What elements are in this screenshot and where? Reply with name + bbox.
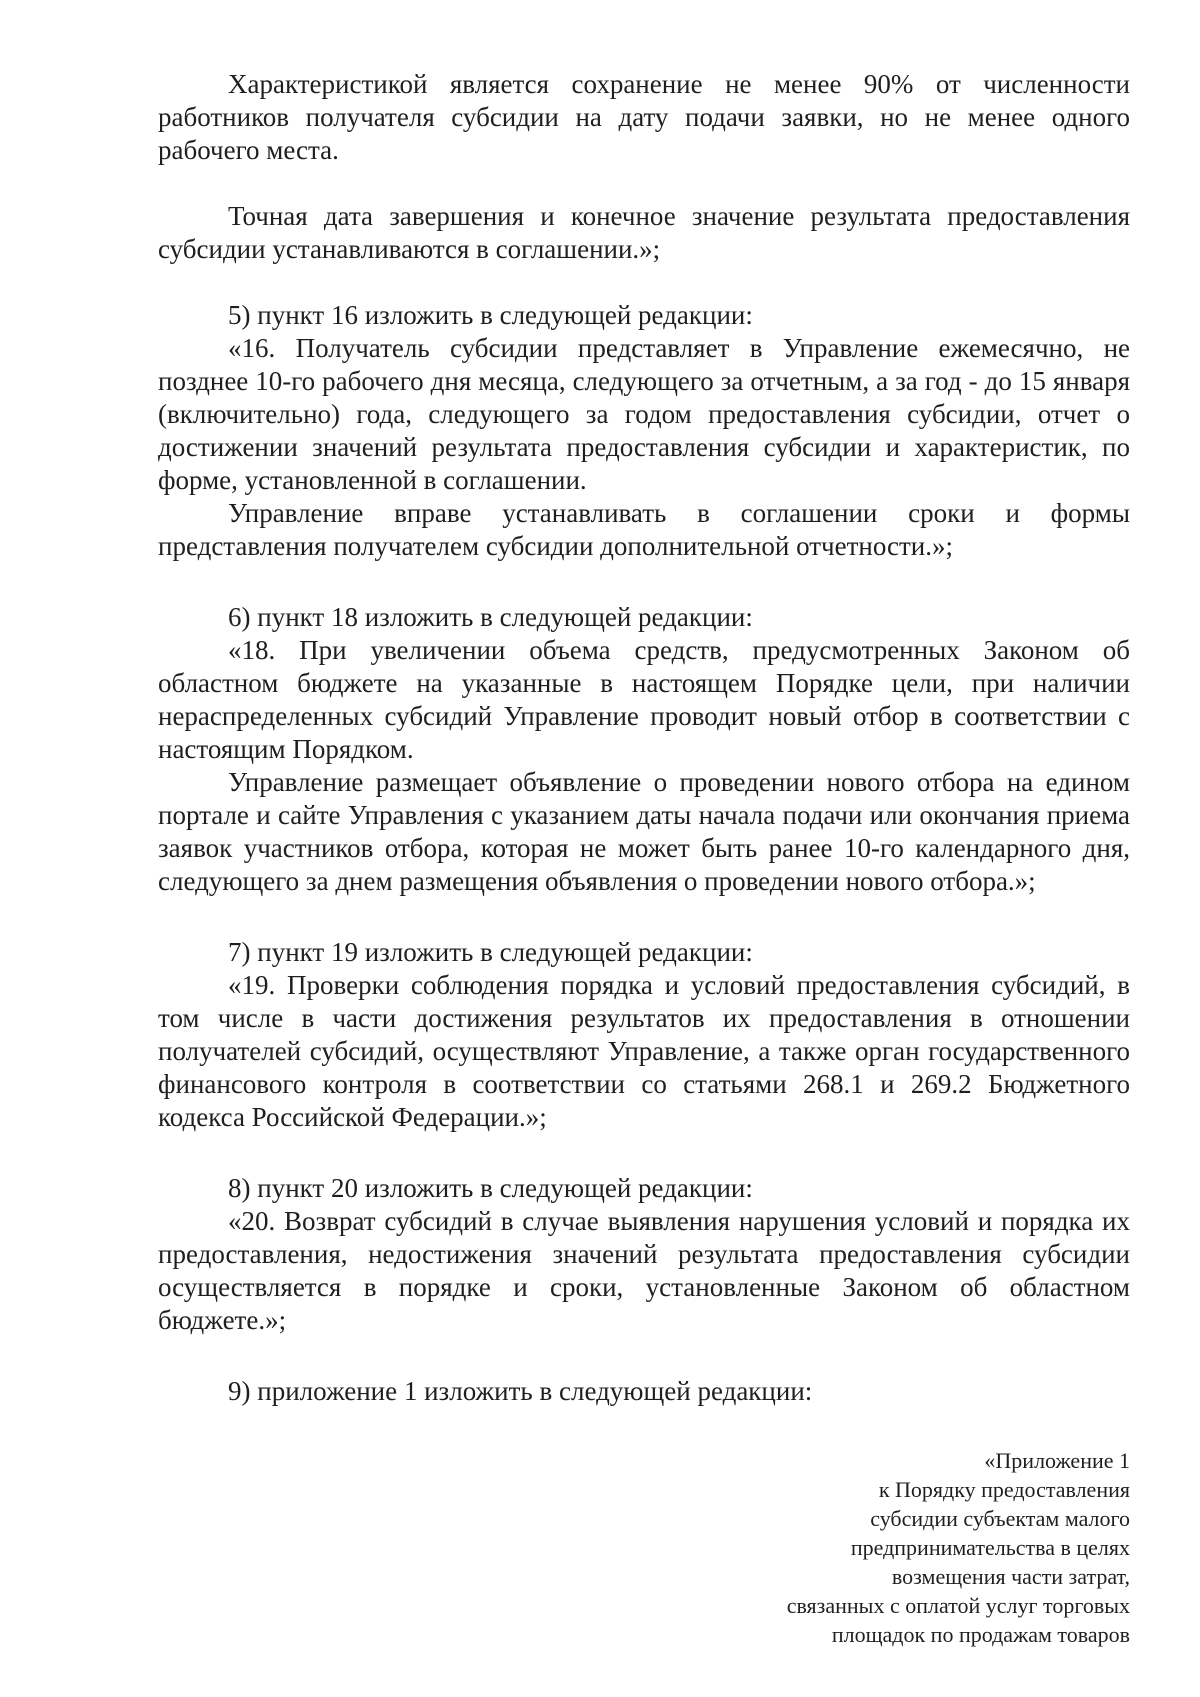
appendix-line: субсидии субъектам малого <box>870 1506 1130 1531</box>
item-9-heading: 9) приложение 1 изложить в следующей редакции: <box>228 1376 813 1406</box>
appendix-line: предпринимательства в целях <box>850 1535 1130 1560</box>
appendix-line: связанных с оплатой услуг торговых <box>786 1593 1130 1618</box>
appendix-line: «Приложение 1 <box>984 1448 1130 1473</box>
paragraph-result-date: Точная дата завершения и конечное значение результата предоставления субсидии устанавливаются в соглашении.»; <box>158 201 1130 264</box>
appendix-header <box>158 1446 1130 1649</box>
appendix-line: площадок по продажам товаров <box>831 1622 1130 1647</box>
paragraph-characteristic: Характеристикой является сохранение не менее 90% от численности работников получателя субсидии на дату подачи заявки, но не менее одного рабочего места. <box>158 69 1130 165</box>
item-18-announcement: Управление размещает объявление о проведении нового отбора на едином портале и сайте Управления с указанием даты начала подачи или окончания приема заявок участников отбора, которая не может быть ранее 10-го календарного дня, следующего за днем размещения объявления о проведении нового отбора.»; <box>158 767 1130 896</box>
item-5-heading: 5) пункт 16 изложить в следующей редакции: <box>228 300 753 330</box>
item-18-text: «18. При увеличении объема средств, предусмотренных Законом об областном бюджете на указанные в настоящем Порядке цели, при наличии нераспределенных субсидий Управление проводит новый отбор в соответствии с настоящим Порядком. <box>158 635 1130 764</box>
appendix-line: возмещения части затрат, <box>891 1564 1130 1589</box>
item-8-heading: 8) пункт 20 изложить в следующей редакции: <box>228 1173 753 1203</box>
appendix-line: к Порядку предоставления <box>878 1477 1130 1502</box>
item-6-heading: 6) пункт 18 изложить в следующей редакции: <box>228 602 753 632</box>
item-16-text: «16. Получатель субсидии представляет в Управление ежемесячно, не позднее 10-го рабочего дня месяца, следующего за отчетным, а за год - до 15 января (включительно) года, следующего за годом предоставления субсидии, отчет о достижении значений результата предоставления субсидии и характеристик, по форме, установленной в соглашении. <box>158 333 1130 495</box>
item-16-additional: Управление вправе устанавливать в соглашении сроки и формы представления получателем субсидии дополнительной отчетности.»; <box>158 498 1130 561</box>
item-19-text: «19. Проверки соблюдения порядка и условий предоставления субсидий, в том числе в части достижения результатов их предоставления в отношении получателей субсидий, осуществляют Управление, а также орган государственного финансового контроля в соответствии со статьями 268.1 и 269.2 Бюджетного кодекса Российской Федерации.»; <box>158 970 1130 1132</box>
item-7-heading: 7) пункт 19 изложить в следующей редакции: <box>228 937 753 967</box>
item-20-text: «20. Возврат субсидий в случае выявления нарушения условий и порядка их предоставления, недостижения значений результата предоставления субсидии осуществляется в порядке и сроки, установленные Законом об областном бюджете.»; <box>158 1206 1130 1335</box>
